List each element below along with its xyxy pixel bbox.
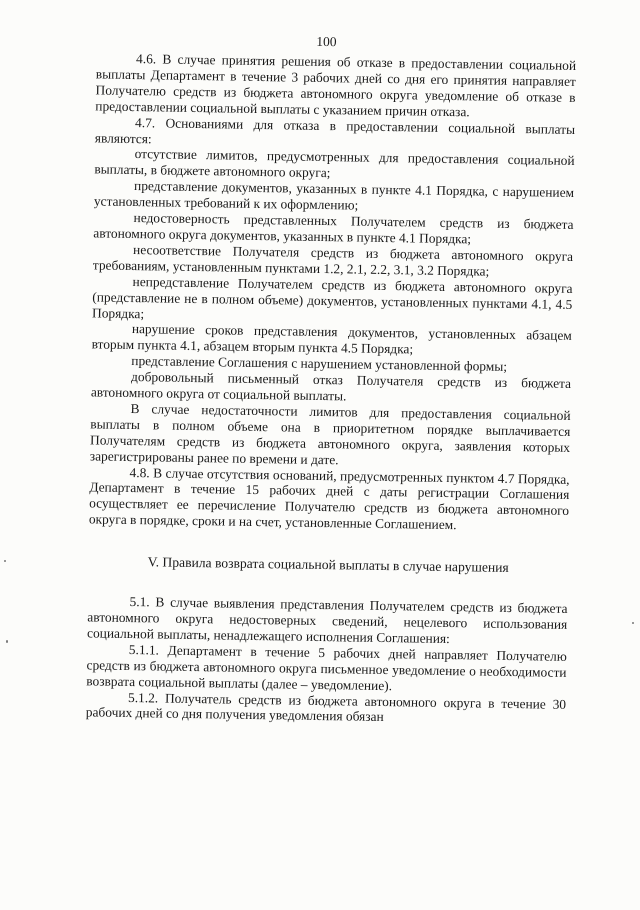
paragraph: представление Соглашения с нарушением установленной формы; [131, 353, 508, 375]
page-number: 100 [316, 33, 337, 50]
section-iv-continuation [89, 50, 576, 535]
paragraph: добровольный письменный отказ Получателя средств из бюджета автономного округа от социальной выплаты. [90, 369, 572, 404]
section-v-body [86, 593, 568, 728]
paragraph: 5.1. В случае выявления представления Получателем средств из бюджета автономного округа недостоверных сведений, нецелевого использования социальной выплаты, ненадлежащего исполнения Соглашения: [86, 594, 568, 646]
paragraph: 4.8. В случае отсутствия оснований, предусмотренных пунктом 4.7 Порядка, Департамент в течение 15 рабочих дней с даты регистрации Соглашения осуществляет ее перечисление Получателю средств из бюджета автономного округа в порядке, сроки и на счет, установленные Соглашением. [88, 464, 570, 533]
scan-speck [4, 560, 6, 562]
paragraph: 5.1.1. Департамент в течение 5 рабочих дней направляет Получателю средств из бюджета автономного округа письменное уведомление о необходимости возврата социальной выплаты (далее – уведомление). [86, 641, 567, 693]
paragraph: несоответствие Получателя средств из бюджета автономного округа требованиям, установленным пунктами 1.2, 2.1, 2.2, 3.1, 3.2 Порядка; [92, 241, 574, 279]
document-body [86, 50, 576, 728]
paragraph: 4.6. В случае принятия решения об отказе в предоставлении социальной выплаты Департамент в течение 3 рабочих дней со дня его принятия направляет Получателю средств из бюджета автономного округа уведомление об отказе в предоставлении социальной выплаты с указанием причин отказа. [95, 51, 577, 120]
paragraph: представление документов, указанных в пункте 4.1 Порядка, с нарушением установленных требований к их оформлению; [93, 178, 575, 213]
paragraph: отсутствие лимитов, предусмотренных для предоставления социальной выплаты, в бюджете автономного округа; [94, 146, 575, 181]
paragraph: недостоверность представленных Получателем средств из бюджета автономного округа документов, указанных в пункте 4.1 Порядка; [93, 210, 574, 247]
paragraph: непредставление Получателем средств из бюджета автономного округа (представление не в полном объеме) документов, установленных пунктами 4.1, 4.5 Порядка; [92, 273, 573, 321]
paragraph: В случае недостаточности лимитов для предоставления социальной выплаты в полном объеме она в приоритетном порядке выплачивается Получателям средств из бюджета автономного округа, заявления которых зарегистрированы ранее по времени и дате. [89, 400, 571, 467]
section-title: V. Правила возврата социальной выплаты в случае нарушения [147, 554, 509, 576]
scan-speck [632, 622, 634, 624]
paragraph: нарушение сроков представления документов, установленных абзацем вторым пункта 4.1, абзацем вторым пункта 4.5 Порядка; [91, 321, 572, 357]
paragraph: 4.7. Основаниями для отказа в предоставлении социальной выплаты являются: [94, 114, 576, 146]
scan-speck [6, 640, 8, 643]
paragraph: 5.1.2. Получатель средств из бюджета автономного округа в течение 30 рабочих дней со дня получения уведомления обязан [85, 689, 567, 725]
